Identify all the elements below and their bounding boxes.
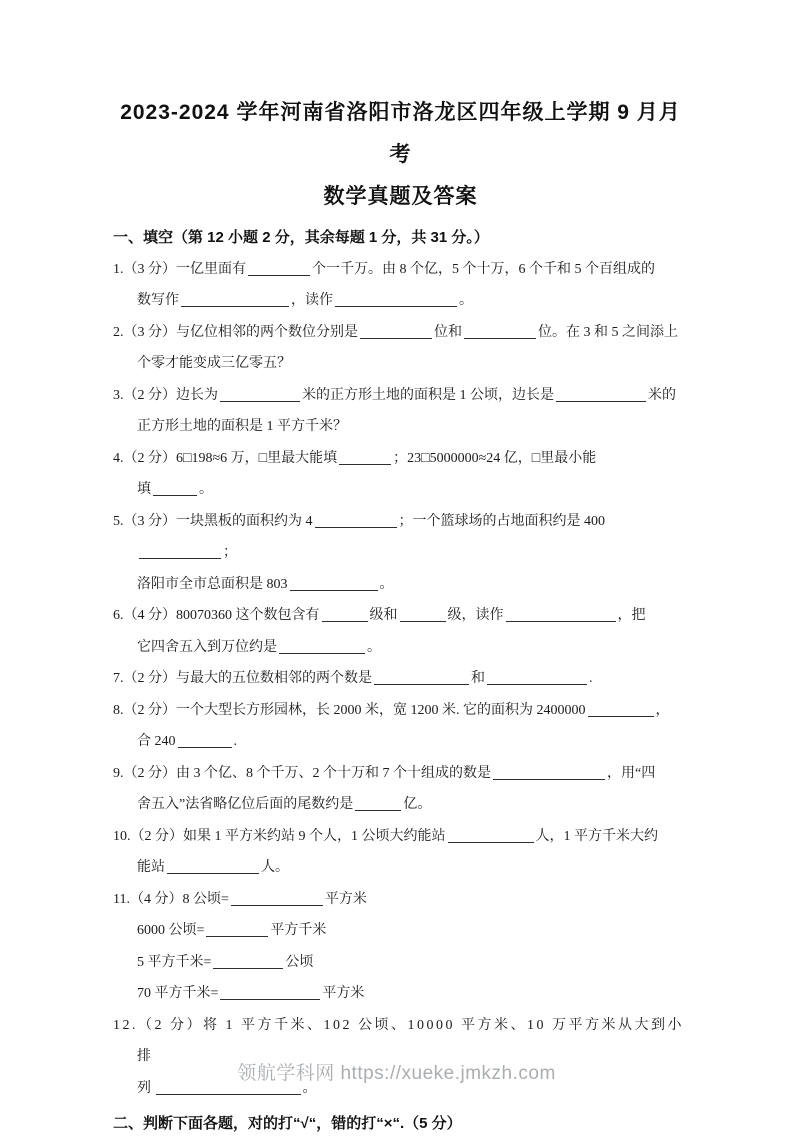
answer-blank [220,985,320,1000]
answer-blank [206,922,268,937]
page-title [113,92,688,218]
answer-blank [464,324,536,339]
answer-blank [556,387,646,402]
answer-blank [493,765,605,780]
site-watermark: 领航学科网 https://xueke.jmkzh.com [237,1063,556,1084]
question-7: 7.（2 分）与最大的五位数相邻的两个数是 和 . [113,671,593,686]
answer-blank [374,670,469,685]
answer-blank [231,891,323,906]
answer-blank [355,796,401,811]
answer-blank [588,702,654,717]
title-line-2: 数学真题及答案 [323,185,478,208]
answer-blank [448,828,534,843]
answer-blank [220,387,300,402]
question-11: 11.（4 分）8 公顷= 平方米 6000 公顷= 平方千米 5 平方千米= 公顷 70 平方千米= 平方米 [113,891,367,1001]
question-10: 10.（2 分）如果 1 平方米约站 9 个人，1 公顷大约能站 人，1 平方千米大约 能站 人。 [113,828,658,875]
answer-blank [360,324,432,339]
question-8: 8.（2 分）一个大型长方形园林，长 2000 米，宽 1200 米. 它的面积为 2400000 ， 合 240 . [113,702,670,749]
question-2: 2.（3 分）与亿位相邻的两个数位分别是 位和 位。在 3 和 5 之间添上 个零才能变成三亿零五？ [113,324,678,371]
answer-blank [213,954,283,969]
question-3: 3.（2 分）边长为 米的正方形土地的面积是 1 公顷，边长是 米的 正方形土地的面积是 1 平方千米？ [113,387,676,434]
question-1: 1.（3 分）一亿里面有 个一千万。由 8 个亿，5 个十万，6 个千和 5 个百组成的 数写作 ，读作 。 [113,261,655,308]
question-9: 9.（2 分）由 3 个亿、8 个千万、2 个十万和 7 个十组成的数是 ，用“四 舍五入”法省略亿位后面的尾数约是 亿。 [113,765,656,812]
answer-blank [248,261,310,276]
answer-blank [335,292,457,307]
answer-blank [339,450,391,465]
answer-blank [167,859,259,874]
answer-blank [315,513,397,528]
answer-blank [178,733,232,748]
question-12: 12.（2 分）将 1 平方千米、102 公顷、10000 平方米、10 万平方米从大到小排 列 。 [113,1017,684,1096]
title-line-1: 2023-2024 学年河南省洛阳市洛龙区四年级上学期 9 月月考 [120,101,681,166]
question-6: 6.（4 分）80070360 这个数包含有 级和 级，读作 ，把 它四舍五入到万位约是 。 [113,608,646,655]
answer-blank [279,639,365,654]
question-5: 5.（3 分）一块黑板的面积约为 4 ；一个篮球场的占地面积约是 400； 洛阳市全市总面积是 803 。 [113,513,605,592]
answer-blank [139,544,221,559]
answer-blank [181,292,289,307]
answer-blank [400,607,446,622]
question-4: 4.（2 分）6□198≈6 万，□里最大能填 ；23□5000000≈24 亿，□里最小能 填 。 [113,450,597,497]
answer-blank [153,481,197,496]
section-2-heading: 二、判断下面各题，对的打“√“，错的打“×“.（5 分） [113,1115,462,1132]
question-list [113,254,688,1105]
answer-blank [290,576,378,591]
answer-blank [487,670,587,685]
page-content [113,92,688,1140]
answer-blank [322,607,368,622]
answer-blank [506,607,616,622]
section-1-heading: 一、填空（第 12 小题 2 分，其余每题 1 分，共 31 分。） [113,229,489,246]
